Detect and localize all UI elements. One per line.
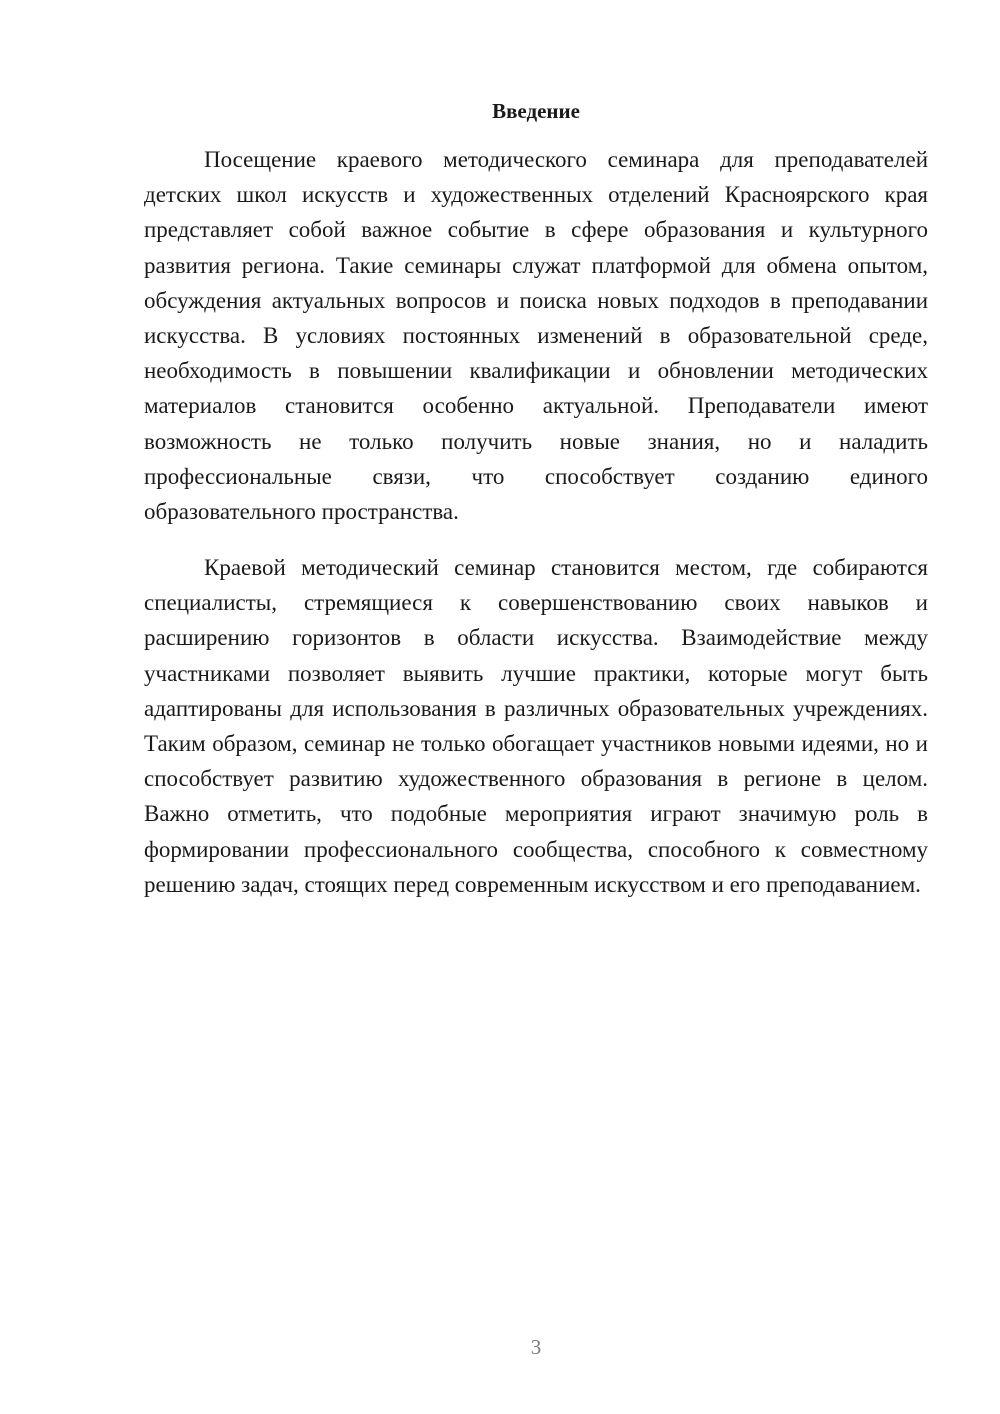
section-title: Введение xyxy=(492,99,580,123)
page-number: 3 xyxy=(530,1335,542,1359)
paragraph-2: Краевой методический семинар становится местом, где собираются специалисты, стремящиеся к совершенствованию своих навыков и расширению горизонтов в области искусства. Взаимодействие между участниками позволяет выявить лучшие практики, которые могут быть адаптированы для использования в различных образовательных учреждениях. Таким образом, семинар не только обогащает участников новыми идеями, но и способствует развитию художественного образования в регионе в целом. Важно отметить, что подобные мероприятия играют значимую роль в формировании профессионального сообщества, способного к совместному решению задач, стоящих перед современным искусством и его преподаванием. xyxy=(144,555,928,897)
paragraph-1: Посещение краевого методического семинара для преподавателей детских школ искусств и художественных отделений Красноярского края представляет собой важное событие в сфере образования и культурного развития региона. Такие семинары служат платформой для обмена опытом, обсуждения актуальных вопросов и поиска новых подходов в преподавании искусства. В условиях постоянных изменений в образовательной среде, необходимость в повышении квалификации и обновлении методических материалов становится особенно актуальной. Преподаватели имеют возможность не только получить новые знания, но и наладить профессиональные связи, что способствует созданию единого образовательного пространства. xyxy=(144,147,928,525)
